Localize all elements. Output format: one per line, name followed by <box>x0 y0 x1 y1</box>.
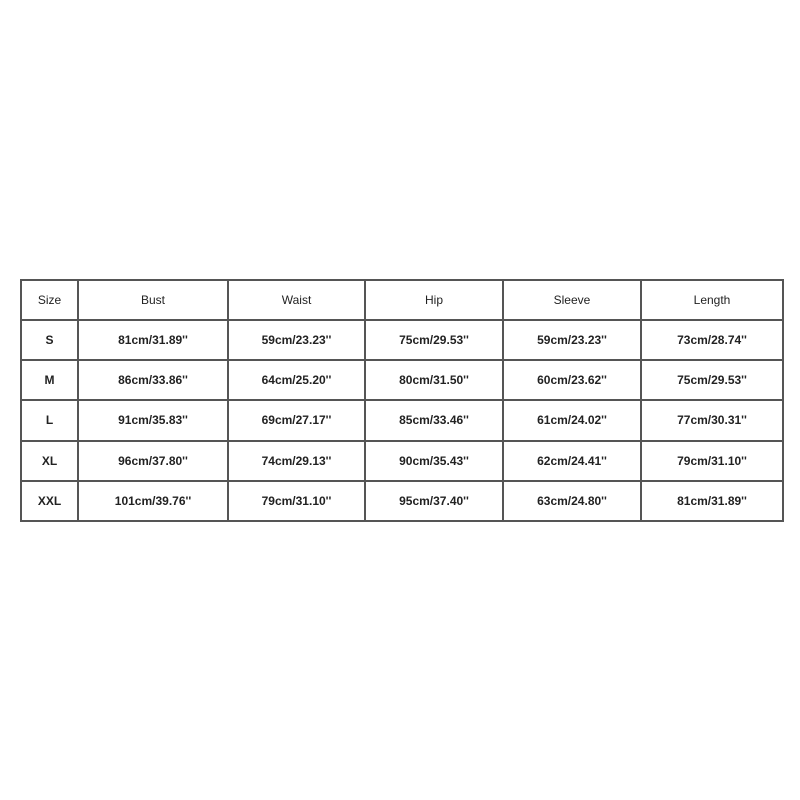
sleeve-cell: 63cm/24.80'' <box>504 482 642 522</box>
size-cell: M <box>22 361 79 401</box>
hip-cell: 80cm/31.50'' <box>366 361 504 401</box>
size-cell: XL <box>22 442 79 482</box>
waist-cell: 64cm/25.20'' <box>229 361 366 401</box>
size-cell: XXL <box>22 482 79 522</box>
table-row <box>22 321 784 361</box>
header-length: Length <box>642 281 784 321</box>
table-row <box>22 401 784 441</box>
sleeve-cell: 60cm/23.62'' <box>504 361 642 401</box>
table-row <box>22 361 784 401</box>
bust-cell: 86cm/33.86'' <box>79 361 229 401</box>
table-row <box>22 442 784 482</box>
length-cell: 81cm/31.89'' <box>642 482 784 522</box>
size-cell: L <box>22 401 79 441</box>
sleeve-cell: 62cm/24.41'' <box>504 442 642 482</box>
bust-cell: 96cm/37.80'' <box>79 442 229 482</box>
sleeve-cell: 61cm/24.02'' <box>504 401 642 441</box>
waist-cell: 59cm/23.23'' <box>229 321 366 361</box>
header-bust: Bust <box>79 281 229 321</box>
bust-cell: 81cm/31.89'' <box>79 321 229 361</box>
header-row <box>22 281 784 321</box>
size-cell: S <box>22 321 79 361</box>
header-hip: Hip <box>366 281 504 321</box>
length-cell: 73cm/28.74'' <box>642 321 784 361</box>
waist-cell: 69cm/27.17'' <box>229 401 366 441</box>
waist-cell: 79cm/31.10'' <box>229 482 366 522</box>
header-sleeve: Sleeve <box>504 281 642 321</box>
waist-cell: 74cm/29.13'' <box>229 442 366 482</box>
bust-cell: 101cm/39.76'' <box>79 482 229 522</box>
hip-cell: 90cm/35.43'' <box>366 442 504 482</box>
hip-cell: 95cm/37.40'' <box>366 482 504 522</box>
hip-cell: 75cm/29.53'' <box>366 321 504 361</box>
table-row <box>22 482 784 522</box>
sleeve-cell: 59cm/23.23'' <box>504 321 642 361</box>
header-size: Size <box>22 281 79 321</box>
header-waist: Waist <box>229 281 366 321</box>
bust-cell: 91cm/35.83'' <box>79 401 229 441</box>
length-cell: 77cm/30.31'' <box>642 401 784 441</box>
length-cell: 79cm/31.10'' <box>642 442 784 482</box>
length-cell: 75cm/29.53'' <box>642 361 784 401</box>
size-chart-table <box>20 279 784 522</box>
hip-cell: 85cm/33.46'' <box>366 401 504 441</box>
